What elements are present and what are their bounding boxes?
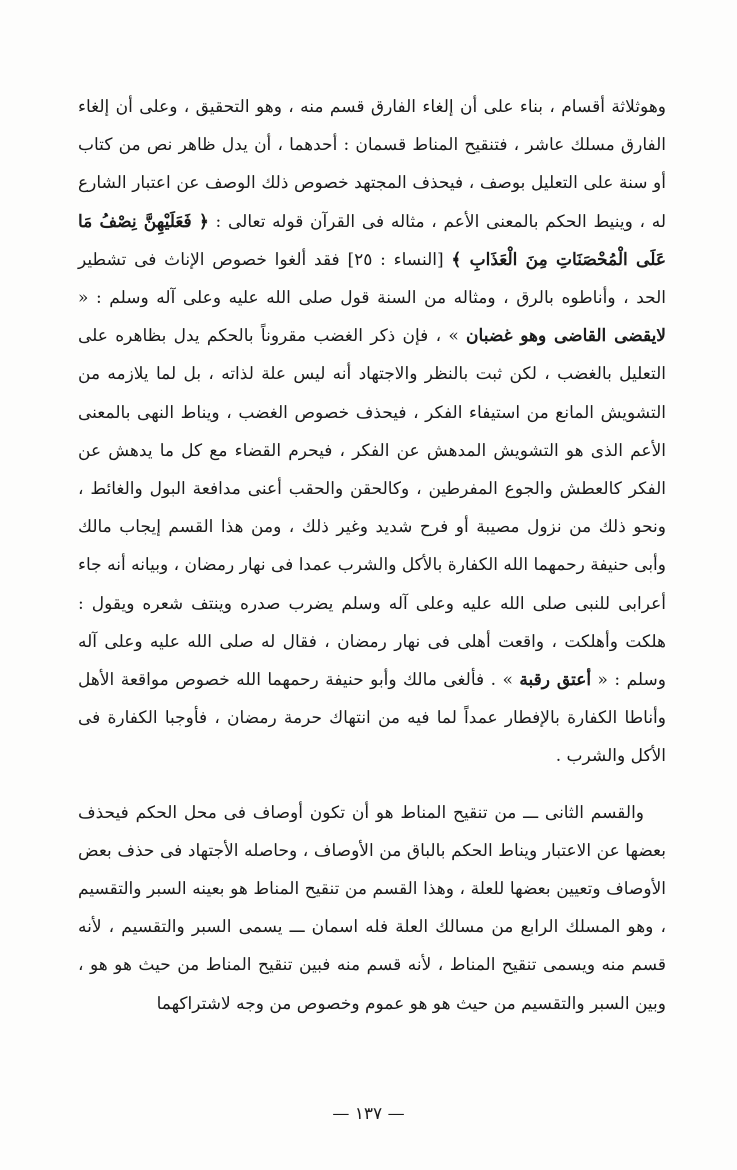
body-text [78, 88, 666, 1023]
text-segment: [النساء : ٢٥] فقد ألغوا خصوص الإناث فى تشطير الحد ، وأناطوه بالرق ، ومثاله من السنة قول صلى الله عليه وعلى آله وسلم : « [78, 249, 666, 309]
text-segment: » ، فإن ذكر الغضب مقروناً بالحكم يدل بظاهره على التعليل بالغضب ، لكن ثبت بالنظر والاجتهاد أنه ليس علة لذاته ، بل لما يلازمه من التشويش المانع من استيفاء الفكر ، فيحذف خصوص الغضب ، ويناط النهى بالمعنى الأعم الذى هو التشويش المدهش عن الفكر ، فيحرم القضاء مع كل ما يدهش عن الفكر كالعطش والجوع المفرطين ، وكالحقن والحقب أعنى مدافعة البول والغائط ، ونحو ذلك من نزول مصيبة أو فرح شديد وغير ذلك ، ومن هذا القسم إيجاب مالك وأبى حنيفة رحمهما الله الكفارة بالأكل والشرب عمدا فى نهار رمضان ، وبيانه أنه جاء أعرابى للنبى صلى الله عليه وعلى آله وسلم يضرب صدره وينتف شعره ويقول : هلكت وأهلكت ، واقعت أهلى فى نهار رمضان ، فقال له صلى الله عليه وعلى آله وسلم : « [78, 326, 666, 691]
quran-verse: ﴿ فَعَلَيْهِنَّ نِصْفُ مَا عَلَى الْمُحْصَنَاتِ مِنَ الْعَذَابِ ﴾ [78, 211, 666, 270]
paragraph-1 [78, 88, 666, 776]
hadith-quote: لايقضى القاضى وهو غضبان [466, 326, 667, 347]
text-segment: وهوثلاثة أقسام ، بناء على أن إلغاء الفارق قسم منه ، وهو التحقيق ، وعلى أن إلغاء الفارق مسلك عاشر ، فتنقيح المناط قسمان : أحدهما ، أن يدل ظاهر نص من كتاب أو سنة على التعليل بوصف ، فيحذف المجتهد خصوص ذلك الوصف عن اعتبار الشارع له ، وينيط الحكم بالمعنى الأعم ، مثاله فى القرآن قوله تعالى : [78, 97, 666, 232]
text-segment: » . فألغى مالك وأبو حنيفة رحمهما الله خصوص مواقعة الأهل وأناطا الكفارة بالإفطار عمداً لما فيه من انتهاك حرمة رمضان ، فأوجبا الكفارة فى الأكل والشرب . [78, 670, 666, 767]
paragraph-2 [78, 794, 666, 1023]
page-number: — ١٣٧ — [332, 1104, 405, 1124]
hadith-quote: أعتق رقبة [519, 670, 592, 691]
text-segment: والقسم الثانى ـــ من تنقيح المناط هو أن تكون أوصاف فى محل الحكم فيحذف بعضها عن الاعتبار ويناط الحكم بالباق من الأوصاف ، وحاصله الأجتهاد فى حذف بعض الأوصاف وتعيين بعضها للعلة ، وهذا القسم من تنقيح المناط هو بعينه السبر والتقسيم ، وهو المسلك الرابع من مسالك العلة فله اسمان ـــ يسمى السبر والتقسيم ، لأنه قسم منه ويسمى تنقيح المناط ، لأنه قسم منه فبين تنقيح المناط من حيث هو هو ، وبين السبر والتقسيم من حيث هو هو عموم وخصوص من وجه لاشتراكهما [78, 802, 666, 1014]
